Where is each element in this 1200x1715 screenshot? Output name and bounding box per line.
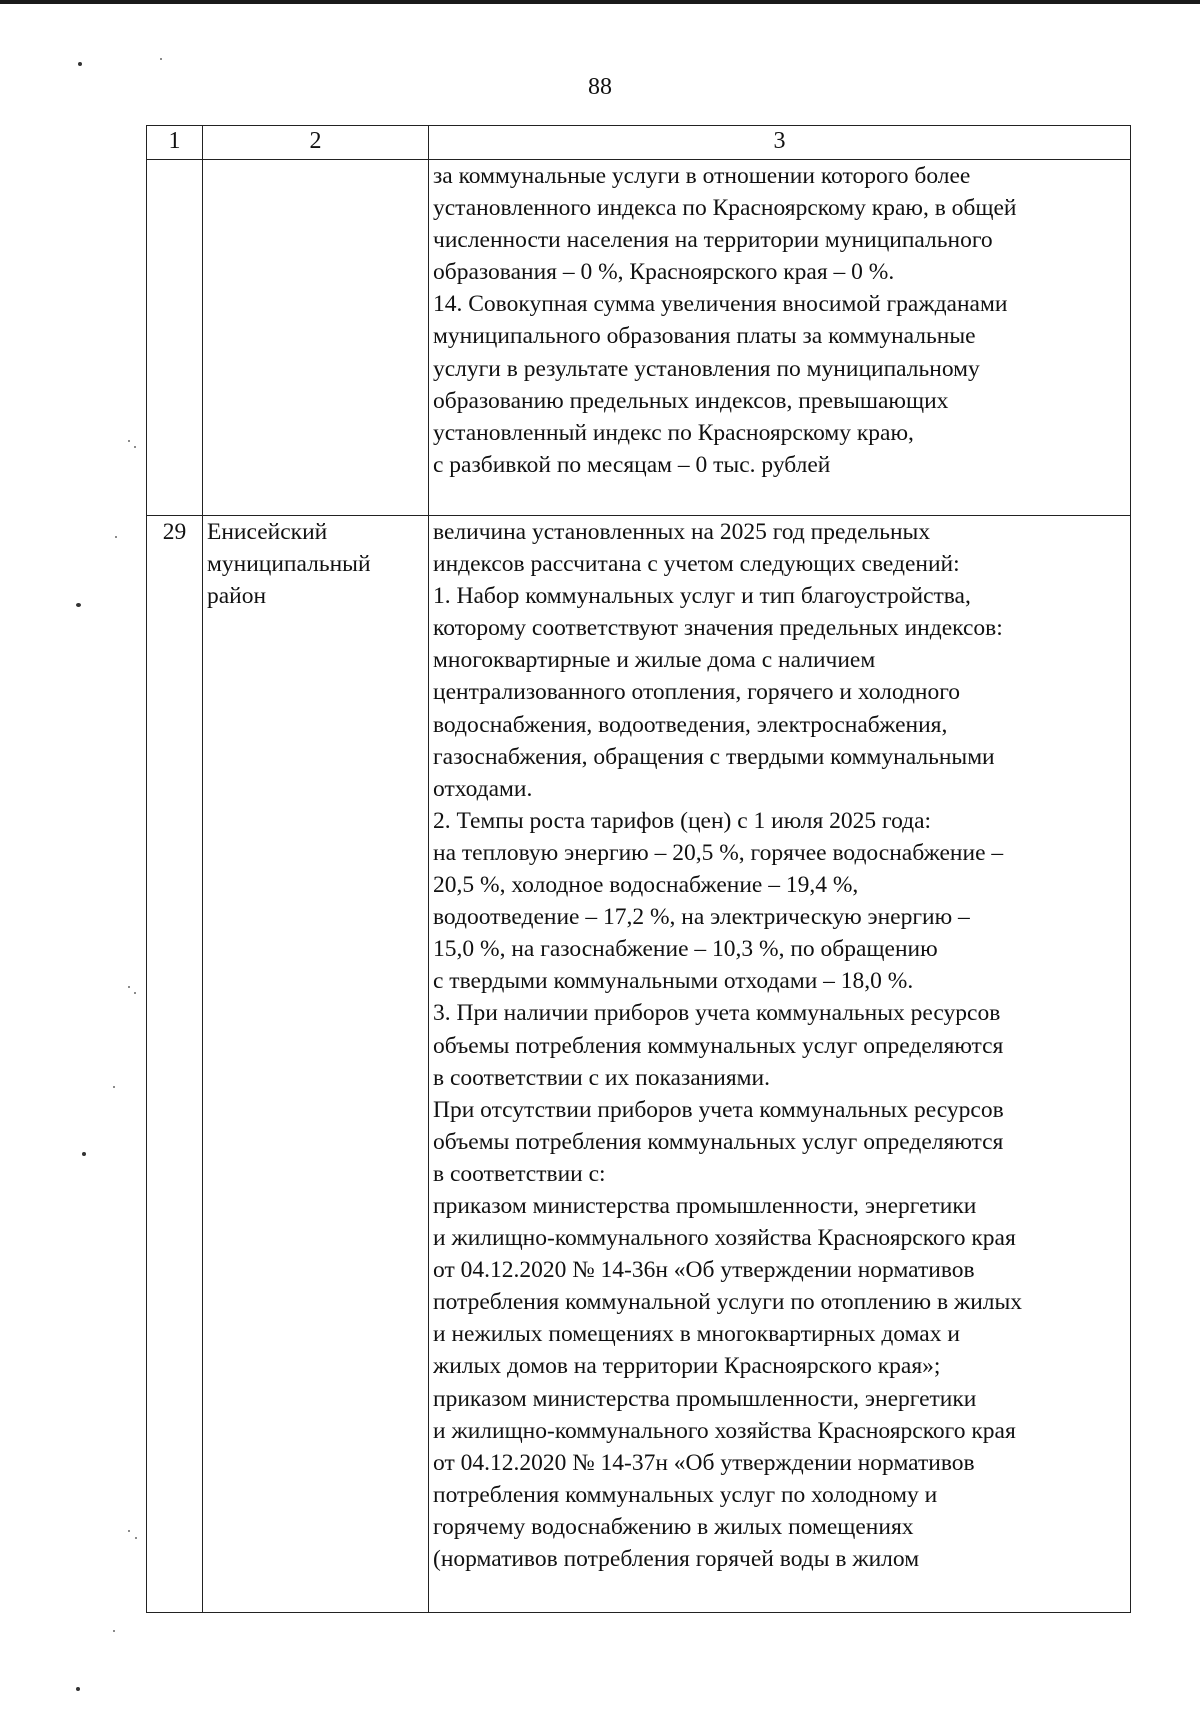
table-row-continued [147,160,1131,516]
text-line: в соответствии с их показаниями. [433,1064,770,1091]
text-line: с разбивкой по месяцам – 0 тыс. рублей [433,451,831,478]
top-border-rule [0,0,1200,4]
text-line: индексов рассчитана с учетом следующих сведений: [433,551,960,578]
text-line: с твердыми коммунальными отходами – 18,0 %. [433,968,914,995]
text-line: приказом министерства промышленности, энергетики [433,1192,977,1219]
municipality-name-cell [203,160,429,516]
text-line: потребления коммунальных услуг по холодному и [433,1481,938,1508]
text-line: и нежилых помещениях в многоквартирных домах и [433,1321,960,1348]
text-line: численности населения на территории муниципального [433,227,993,254]
scan-speck [76,603,81,607]
text-line: в соответствии с: [433,1160,606,1187]
municipality-name-cell [203,516,429,1613]
text-line: установленного индекса по Красноярскому краю, в общей [433,195,1017,222]
municipality-name-line: район [207,583,267,610]
text-line: 1. Набор коммунальных услуг и тип благоустройства, [433,583,971,610]
indices-description-cell [429,160,1131,516]
text-line: муниципального образования платы за коммунальные [433,323,976,350]
text-line: 14. Совокупная сумма увеличения вносимой гражданами [433,291,1008,318]
text-line: 3. При наличии приборов учета коммунальных ресурсов [433,1000,1001,1027]
column-header-1: 1 [147,126,203,160]
text-line: потребления коммунальной услуги по отоплению в жилых [433,1289,1023,1316]
text-line: жилых домов на территории Красноярского края»; [433,1353,941,1380]
text-line: образованию предельных индексов, превышающих [433,387,949,414]
scan-speck [134,446,136,448]
scan-speck [113,1630,115,1632]
text-line: отходами. [433,775,533,802]
row-number-cell: 29 [147,516,203,1613]
text-line: (нормативов потребления горячей воды в жилом [433,1546,920,1572]
text-line: 20,5 %, холодное водоснабжение – 19,4 %, [433,872,859,899]
page-number: 88 [588,74,612,100]
text-line: водоотведение – 17,2 %, на электрическую энергию – [433,904,970,931]
scan-speck [82,1152,86,1156]
text-line: за коммунальные услуги в отношении которого более [433,163,971,189]
text-line: и жилищно-коммунального хозяйства Красноярского края [433,1225,1016,1252]
text-line: водоснабжения, водоотведения, электроснабжения, [433,711,948,738]
text-line: многоквартирные и жилые дома с наличием [433,647,876,674]
text-line: горячему водоснабжению в жилых помещениях [433,1513,914,1540]
scan-speck [76,1687,80,1691]
text-line: от 04.12.2020 № 14-36н «Об утверждении нормативов [433,1257,975,1284]
text-line: образования – 0 %, Красноярского края – 0 %. [433,259,895,286]
column-header-2: 2 [203,126,429,160]
text-line: объемы потребления коммунальных услуг определяются [433,1128,1004,1155]
scan-speck [128,1530,130,1532]
table-header-row [147,126,1131,160]
scan-speck [134,992,136,994]
scan-speck [128,986,130,988]
scan-speck [78,62,82,66]
municipality-name-line: Енисейский [207,519,328,545]
text-line: на тепловую энергию – 20,5 %, горячее водоснабжение – [433,839,1004,866]
text-line: приказом министерства промышленности, энергетики [433,1385,977,1412]
text-line: При отсутствии приборов учета коммунальных ресурсов [433,1096,1004,1123]
text-line: газоснабжения, обращения с твердыми коммунальными [433,743,995,770]
table-row-29 [147,516,1131,1613]
scan-speck [113,1086,115,1088]
text-line: услуги в результате установления по муниципальному [433,355,980,382]
scan-speck [135,1537,137,1539]
indices-description-cell [429,516,1131,1613]
scan-speck [115,536,117,538]
text-line: объемы потребления коммунальных услуг определяются [433,1032,1004,1059]
text-line: 15,0 %, на газоснабжение – 10,3 %, по обращению [433,936,938,963]
scan-speck [160,58,162,60]
text-line: величина установленных на 2025 год предельных [433,519,931,545]
text-line: централизованного отопления, горячего и холодного [433,679,961,706]
text-line: которому соответствуют значения предельных индексов: [433,615,1003,642]
text-line: от 04.12.2020 № 14-37н «Об утверждении нормативов [433,1449,975,1476]
scan-speck [128,440,130,442]
column-header-3: 3 [429,126,1131,160]
municipality-name-line: муниципальный [207,551,371,578]
text-line: и жилищно-коммунального хозяйства Красноярского края [433,1417,1016,1444]
text-line: установленный индекс по Красноярскому краю, [433,419,914,446]
data-table [146,125,1131,1613]
text-line: 2. Темпы роста тарифов (цен) с 1 июля 2025 года: [433,807,932,834]
row-number-cell [147,160,203,516]
